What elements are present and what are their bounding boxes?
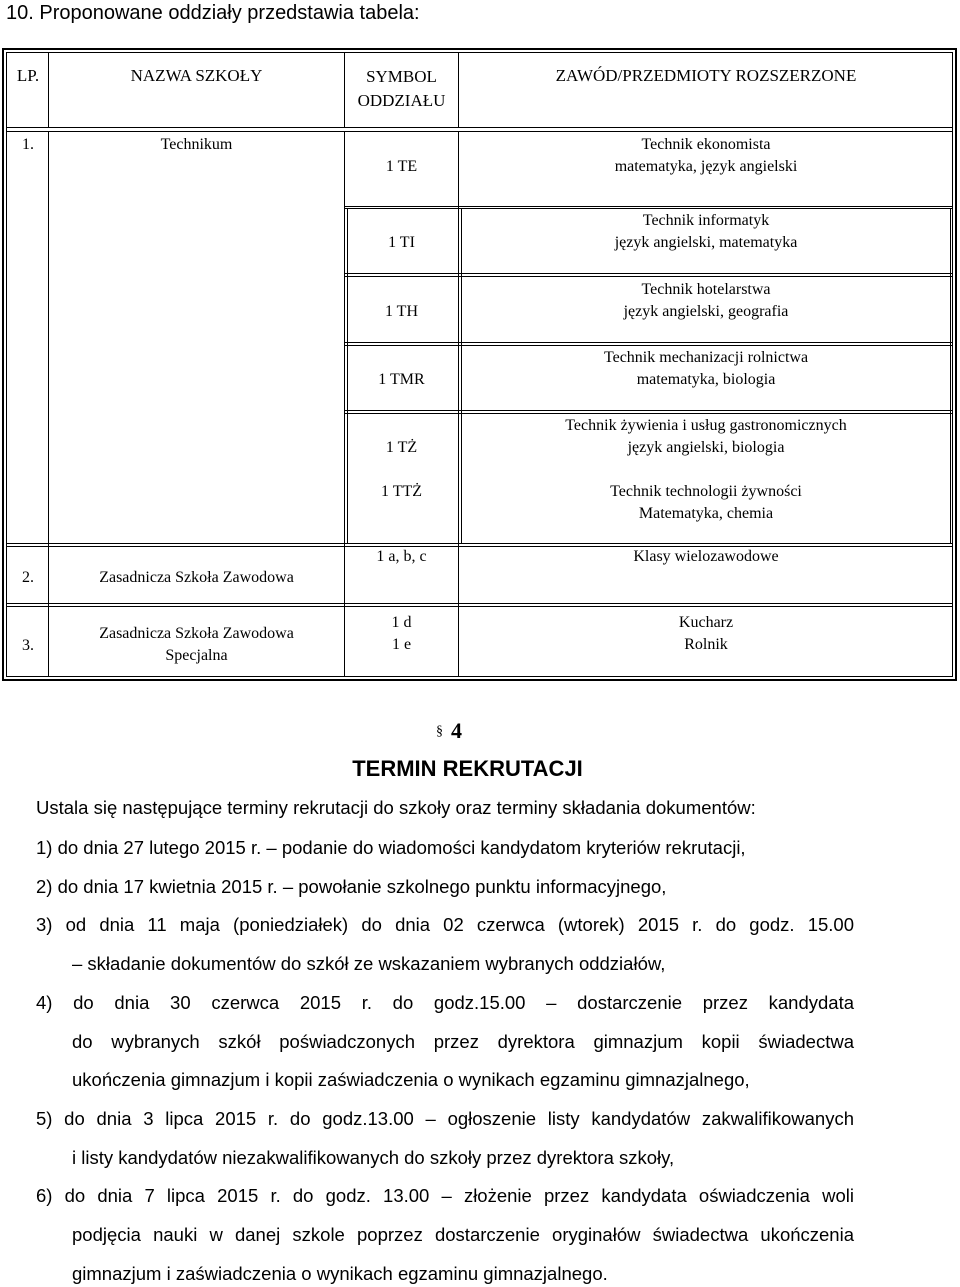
symbol-ti: 1 TI <box>388 234 415 251</box>
profession-th: Technik hotelarstwa <box>641 281 771 298</box>
row-divider-1 <box>344 206 953 207</box>
text-line-2: 2) do dnia 17 kwietnia 2015 r. – powołanie szkolnego punktu informacyjnego, <box>36 876 667 897</box>
row-divider-3b <box>344 345 953 346</box>
row-divider-1b <box>344 208 953 209</box>
symbol-tmr: 1 TMR <box>378 371 425 388</box>
row-school-3-line2: Specjalna <box>165 647 228 664</box>
col-divider-symbol <box>458 52 459 127</box>
text-line-9: i listy kandydatów niezakwalifikowanych do szkoły przez dyrektora szkoły, <box>72 1147 675 1168</box>
profession-ttz: Technik technologii żywności <box>610 483 802 500</box>
subjects-ti: język angielski, matematyka <box>614 234 798 251</box>
row-divider-3 <box>344 342 953 343</box>
header-divider-2 <box>6 131 953 132</box>
row-divider-5 <box>6 543 953 544</box>
text-line-0: Ustala się następujące terminy rekrutacji do szkoły oraz terminy składania dokumentów: <box>36 797 756 818</box>
profession-tmr: Technik mechanizacji rolnictwa <box>603 349 809 366</box>
symbol-th: 1 TH <box>384 303 419 320</box>
text-line-7: ukończenia gimnazjum i kopii zaświadczenia o wynikach egzaminu gimnazjalnego, <box>72 1069 750 1090</box>
row-lp-2: 2. <box>22 569 34 586</box>
subjects-ttz: Matematyka, chemia <box>638 505 774 522</box>
symbol-ttz: 1 TTŻ <box>380 483 423 500</box>
row-school-1: Technikum <box>160 136 233 153</box>
profession-kucharz: Kucharz <box>678 614 734 631</box>
row-divider-2b <box>344 276 953 277</box>
profession-te: Technik ekonomista <box>641 136 771 153</box>
text-line-6: do wybranych szkół poświadczonych przez dyrektora gimnazjum kopii świadectwa <box>72 1031 854 1052</box>
section-number: 4 <box>451 718 462 743</box>
header-divider <box>6 127 953 128</box>
row-divider-4 <box>344 410 953 411</box>
text-line-4: – składanie dokumentów do szkół ze wskazaniem wybranych oddziałów, <box>72 953 666 974</box>
row-divider-6b <box>6 606 953 607</box>
row-divider-4b <box>344 413 953 414</box>
text-line-1: 1) do dnia 27 lutego 2015 r. – podanie do wiadomości kandydatom kryteriów rekrutacji, <box>36 837 746 858</box>
text-line-10: 6) do dnia 7 lipca 2015 r. do godz. 13.00 – złożenie przez kandydata oświadczenia woli <box>36 1185 854 1206</box>
intro-text: 10. Proponowane oddziały przedstawia tabela: <box>6 2 420 24</box>
row-lp-1: 1. <box>22 136 34 153</box>
classes-table <box>2 48 957 681</box>
body-col-lp <box>48 132 49 677</box>
text-line-11: podjęcia nauki w danej szkole poprzez dostarczenie oryginałów świadectwa ukończenia <box>72 1224 854 1245</box>
text-line-3: 3) od dnia 11 maja (poniedziałek) do dnia 02 czerwca (wtorek) 2015 r. do godz. 15.00 <box>36 914 854 935</box>
subjects-tmr: matematyka, biologia <box>636 371 776 388</box>
subjects-te: matematyka, język angielski <box>614 158 798 175</box>
symbol-e: 1 e <box>391 636 412 653</box>
subjects-tz: język angielski, biologia <box>627 439 785 456</box>
row-divider-6 <box>6 603 953 604</box>
section-title: TERMIN REKRUTACJI <box>352 756 583 781</box>
symbol-tz: 1 TŻ <box>385 439 418 456</box>
profession-tz: Technik żywienia i usług gastronomicznych <box>565 417 847 434</box>
row-school-2: Zasadnicza Szkoła Zawodowa <box>99 569 294 586</box>
profession-ti: Technik informatyk <box>642 212 770 229</box>
row-lp-3: 3. <box>22 637 34 654</box>
symbol-d: 1 d <box>391 614 412 631</box>
subjects-th: język angielski, geografia <box>623 303 789 320</box>
profession-rolnik: Rolnik <box>684 636 728 653</box>
text-line-5: 4) do dnia 30 czerwca 2015 r. do godz.15.00 – dostarczenie przez kandydata <box>36 992 854 1013</box>
profession-abc: Klasy wielozawodowe <box>633 548 779 565</box>
header-lp: LP. <box>16 66 40 85</box>
symbol-abc: 1 a, b, c <box>376 548 427 565</box>
symbol-te: 1 TE <box>385 158 418 175</box>
paragraph-sign: § <box>436 724 443 739</box>
text-line-8: 5) do dnia 3 lipca 2015 r. do godz.13.00 – ogłoszenie listy kandydatów zakwalifikowanych <box>36 1108 854 1129</box>
header-school: NAZWA SZKOŁY <box>130 66 263 85</box>
header-symbol: SYMBOL ODDZIAŁU <box>357 67 446 110</box>
row-school-3: Zasadnicza Szkoła Zawodowa <box>99 625 294 642</box>
row-divider-2 <box>344 273 953 274</box>
text-line-12: gimnazjum i zaświadczenia o wynikach egzaminu gimnazjalnego. <box>72 1263 608 1284</box>
header-subjects: ZAWÓD/PRZEDMIOTY ROZSZERZONE <box>555 66 857 85</box>
body-col-school <box>344 132 345 677</box>
col-divider-lp <box>48 52 49 127</box>
